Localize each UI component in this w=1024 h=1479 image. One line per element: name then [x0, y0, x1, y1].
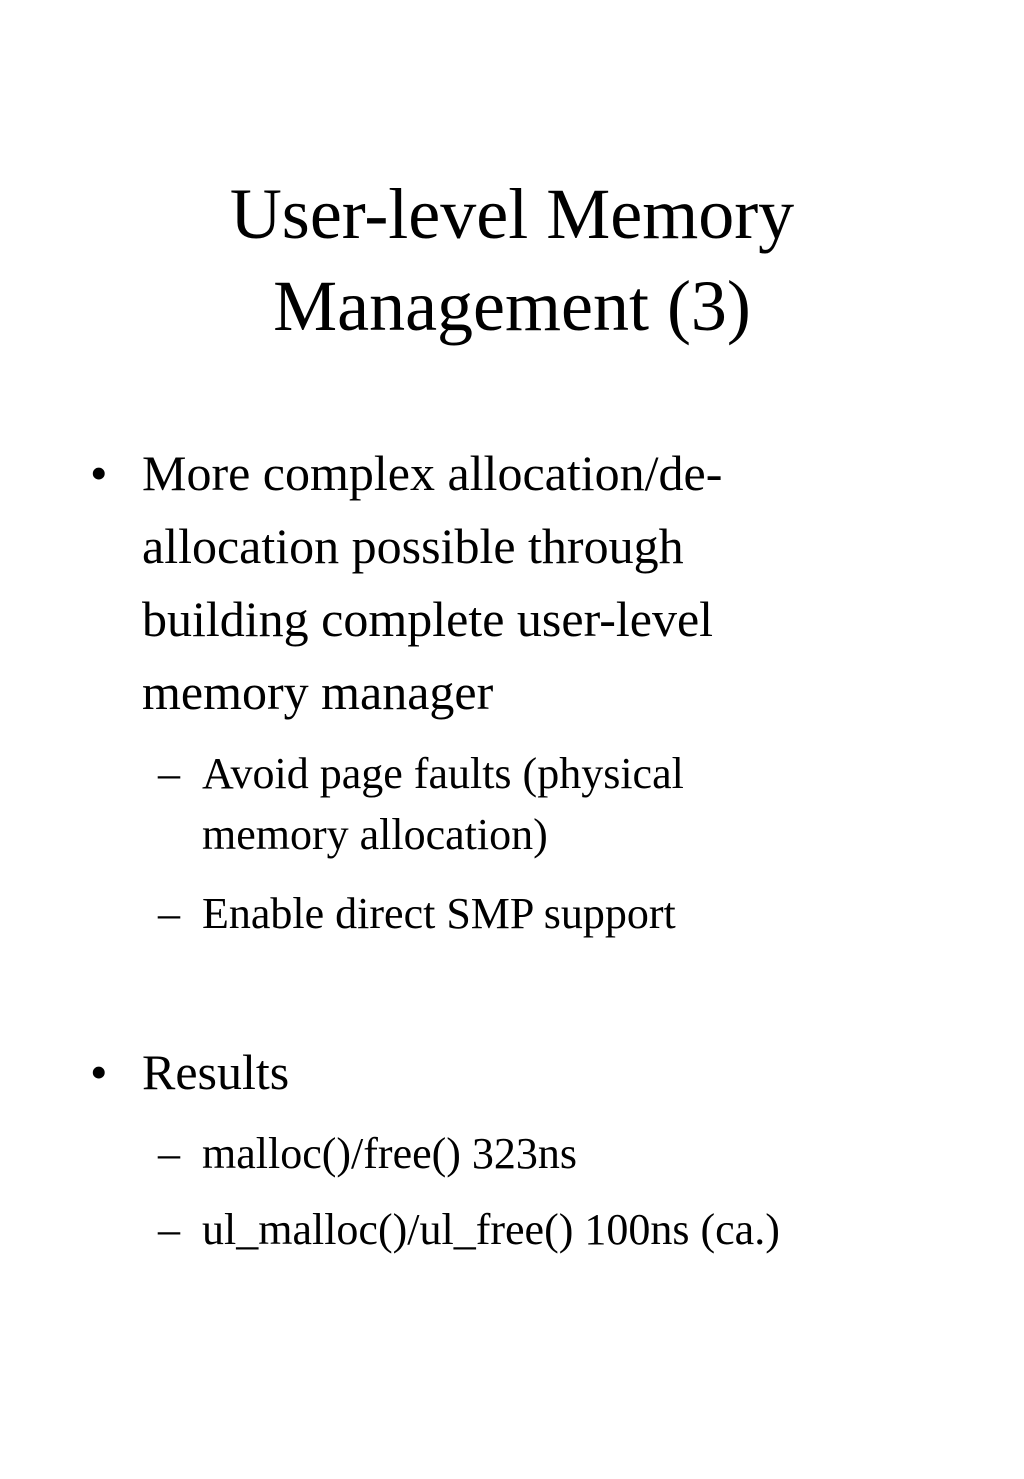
sub-item-text-line: Avoid page faults (physical	[202, 749, 684, 798]
bullet-text-line: Results	[142, 1044, 290, 1100]
bullet-text	[142, 1036, 970, 1109]
sub-item-marker: –	[158, 1205, 180, 1254]
bullet-text-line: building complete user-level	[142, 591, 714, 647]
sub-item-avoid-page-faults	[158, 743, 958, 865]
sub-item-smp-support	[158, 883, 958, 944]
bullet-text-line: allocation possible through	[142, 518, 684, 574]
sub-item-text	[202, 1123, 958, 1184]
sub-item-malloc-result	[158, 1123, 958, 1184]
sub-item-text	[202, 743, 958, 865]
sub-item-ul-malloc-result	[158, 1199, 958, 1260]
bullet-marker: •	[90, 1044, 108, 1100]
bullet-text	[142, 437, 970, 729]
sub-item-text	[202, 883, 958, 944]
sub-item-marker: –	[158, 749, 180, 798]
bullet-marker: •	[90, 445, 108, 501]
sub-item-marker: –	[158, 1129, 180, 1178]
bullet-text-line: More complex allocation/de-	[142, 445, 723, 501]
sub-item-text-line: Enable direct SMP support	[202, 889, 676, 938]
bullet-item-allocation	[90, 437, 970, 729]
sub-item-text-line: memory allocation)	[202, 810, 548, 859]
slide-title	[0, 168, 1024, 352]
slide-title-line-1: User-level Memory	[229, 174, 795, 254]
sub-item-text-line: ul_malloc()/ul_free() 100ns (ca.)	[202, 1205, 780, 1254]
sub-item-text	[202, 1199, 958, 1260]
slide-title-line-2: Management (3)	[273, 266, 751, 346]
sub-item-text-line: malloc()/free() 323ns	[202, 1129, 578, 1178]
bullet-item-results	[90, 1036, 970, 1109]
bullet-text-line: memory manager	[142, 664, 494, 720]
sub-item-marker: –	[158, 889, 180, 938]
